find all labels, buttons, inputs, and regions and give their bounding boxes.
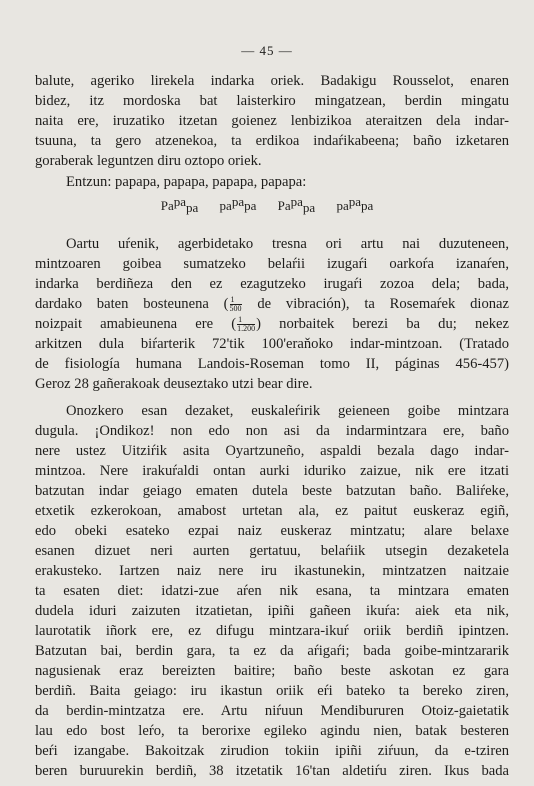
- page-number: — 45 —: [241, 43, 293, 58]
- text-line: esanen dizuet neri aurten gertatuu, belaŕiik utsegin dezaketela: [35, 543, 509, 559]
- text-line: Entzun: papapa, papapa, papapa, papapa:: [66, 174, 307, 190]
- text-line: lau edo bost leŕo, ta berorixe egileko agindu nien, batak besteren: [35, 723, 509, 739]
- text-line: bidez, itz mordoska bat laisterkiro mingatzean, berdin mingatu: [35, 93, 509, 109]
- text-line: erakusteko. Iartzen naiz nere iru ikastunekin, mintzatzen naitzaie: [35, 563, 509, 579]
- text-line: laurotatik iñork ere, ez difugu mintzara-ikuŕ oriik berdiñ ipintzen.: [35, 623, 509, 639]
- text-line: Oartu uŕenik, agerbidetako tresna ori artu nai duzuteneen,: [66, 236, 509, 252]
- text-line-with-fraction: dardako baten bosteunena ( $\frac{1}{500}$ de vibración), ta Rosemaŕek dionaz: [35, 295, 509, 314]
- text-line: beŕi izangabe. Bakoitzak zirudion tokiin ipiñi ziŕuun, da e-tziren: [35, 743, 509, 759]
- fraction: $\frac{1}{500}$: [229, 295, 242, 314]
- text-line: beren buruurekin berdiñ, 38 itzetatik 16'tan aldetiŕu ziren. Ikus bada: [35, 763, 509, 779]
- papa-word: papapa: [219, 194, 257, 213]
- text-line: nagusienak eraz bereizten baitire; baño beste askotan ez gara: [35, 663, 509, 679]
- text-line: dugula. ¡Ondikoz! non edo non asi da indarmintzara ere, baño: [35, 423, 509, 439]
- text-line: arkitzen dula biŕarterik 72'tik 100'eraňoko indar-mintzoan. (Tratado: [35, 336, 509, 352]
- text-line: naita ere, iruzatiko itzetan goienez lenbizikoa ateraitzen dela indar-: [35, 113, 509, 129]
- text-line: nere ustez Uitziŕik asita Oyartzuneño, aspaldi bezala dago indar-: [35, 443, 509, 459]
- text-line: Geroz 28 gañerakoak deuseztako utzi bear dire.: [35, 376, 313, 392]
- text-line: goraberak leguntzen diru oztopo oriek.: [35, 153, 262, 169]
- text-line-with-fraction: noizpait amabieunena ere ( $\frac{1}{1.200}$ ) norbaitek berezi ba du; nekez: [35, 315, 509, 334]
- papa-word: Papapa: [160, 194, 199, 215]
- text-line: berdiñ. Baita geiago: iru ikastun oriik eŕi bateko ta bereko ziren,: [35, 683, 509, 699]
- text-line: mintzoaren goibea sumatzeko belaŕii izugaŕi oarkoŕa izanaŕen,: [35, 256, 509, 272]
- text-line: de fisiología humana Landois-Roseman tomo II, páginas 456-457): [35, 356, 509, 372]
- papapa-intonation-example: [0, 194, 534, 222]
- text-line: da berdin-mintzatza ere. Artu niŕuun Mendibururen Otoiz-gaietatik: [35, 703, 509, 719]
- text-line: Onozkero esan dezaket, euskaleŕirik geieneen goibe mintzara: [66, 403, 509, 419]
- text-line: dudela iduri zaizuten itzatietan, ipiñi gañeen ikuŕa: aiek eta nik,: [35, 603, 509, 619]
- text-line: indarka berdiñeza den ez ezagutzeko irugaŕi zozoa dela; bada,: [35, 276, 509, 292]
- text-line: balute, ageriko lirekela indarka oriek. Badakigu Rousselot, enaren: [35, 73, 509, 89]
- text-line: Batzutan bai, berdin gara, ta ez da aŕigaŕi; bada goibe-mintzararik: [35, 643, 509, 659]
- text-line: batzutan indar geiago ematen dutela beste batzutan baño. Baliŕeke,: [35, 483, 509, 499]
- text-line: mintzoa. Nere irakuŕaldi ontan aurki iduriko zaizue, nik ere itzati: [35, 463, 509, 479]
- text-line: etxetik ezkerokoan, amabost urtetan ala, ez paitut euskeraz egiñ,: [35, 503, 509, 519]
- fraction: $\frac{1}{1.200}$: [237, 315, 256, 334]
- text-line: ta esaten diet: idatzi-zue aŕen nik esana, ta mintzara ematen: [35, 583, 509, 599]
- text-line: edo obeki esateko ezpai naiz euskeraz mintzatu; alare belaxe: [35, 523, 509, 539]
- text-line: tsuuna, ta gero atzenekoa, ta erdikoa indaŕikabeena; baño izketaren: [35, 133, 509, 149]
- papa-word: Papapa: [277, 194, 316, 215]
- papa-word: papapa: [336, 194, 374, 213]
